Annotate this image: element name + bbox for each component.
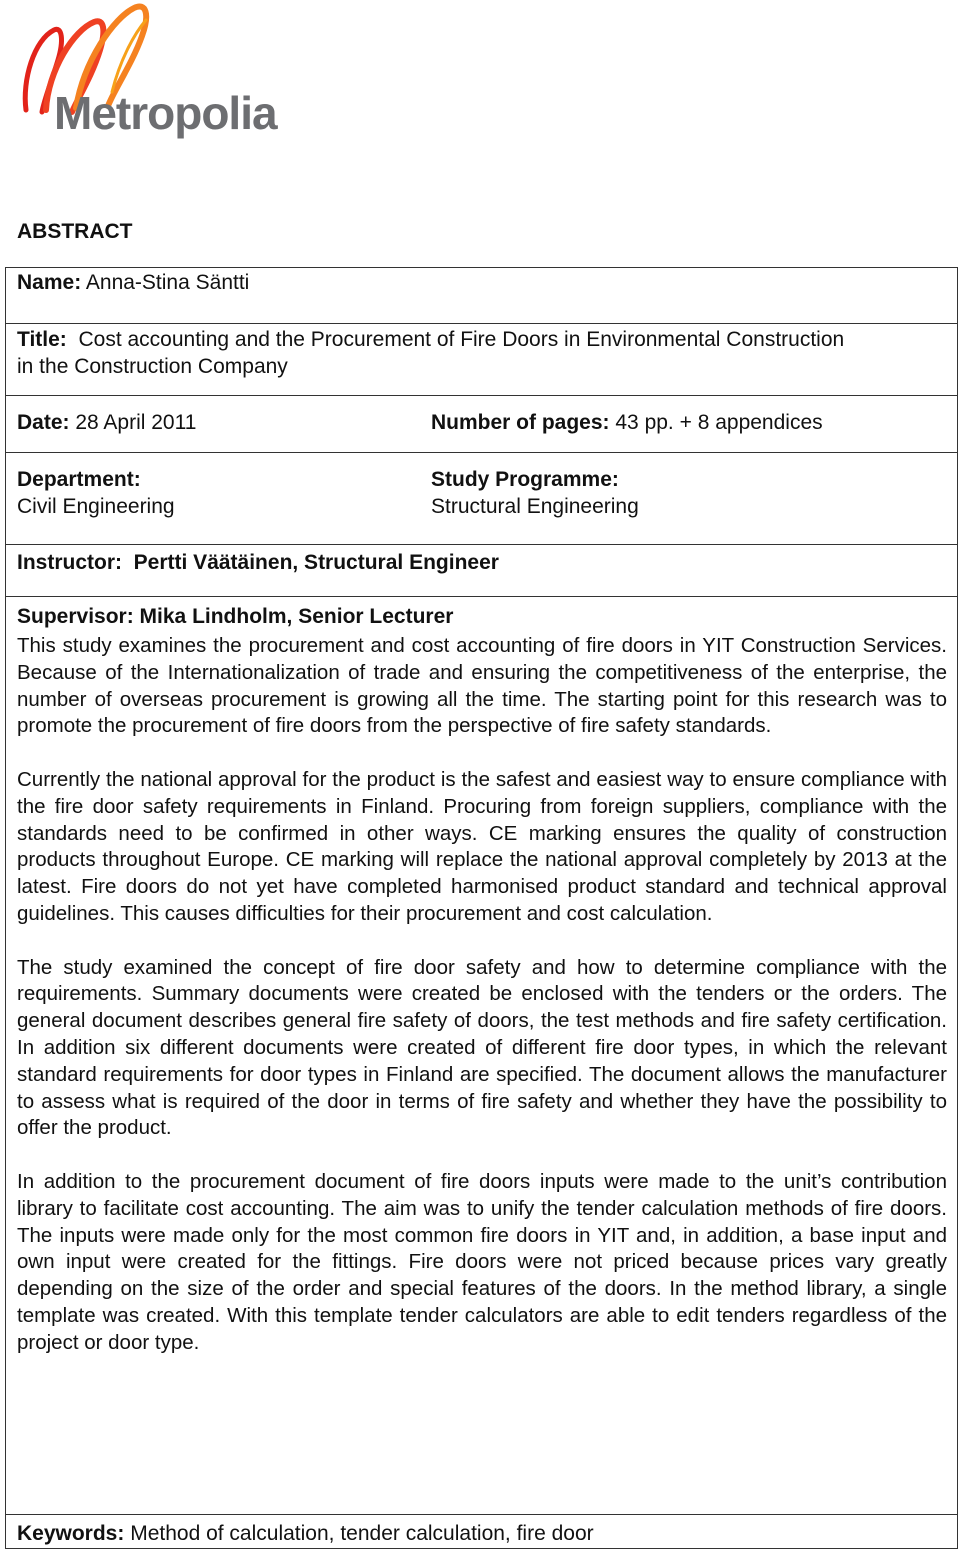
study-programme-value-row: [431, 493, 639, 520]
metropolia-logo: [14, 0, 284, 150]
supervisor-label: Supervisor:: [17, 605, 134, 628]
name-row: [17, 269, 249, 296]
study-programme-label: Study Programme:: [431, 468, 619, 491]
abstract-body: [17, 633, 947, 1357]
date-value: 28 April 2011: [75, 411, 197, 434]
abstract-heading: ABSTRACT: [17, 220, 133, 243]
pages-row: [431, 409, 823, 436]
name-value: Anna-Stina Säntti: [85, 271, 250, 294]
keywords-label: Keywords:: [17, 1522, 125, 1545]
title-row-2: [17, 353, 288, 380]
logo-wordmark: Metropolia: [54, 87, 277, 139]
study-programme-value: Structural Engineering: [431, 495, 639, 518]
instructor-label: Instructor:: [17, 551, 122, 574]
divider-after-instructor: [5, 596, 958, 597]
abstract-paragraph-2: Currently the national approval for the product is the safest and easiest way to ensure compliance with the fire door safety requirements in Finland. Procuring from foreign suppliers, compliance with the standards need to be confirmed in other ways. CE marking ensures the quality of construction products throughout Europe. CE marking will replace the national approval completely by 2013 at the latest. Fire doors do not yet have completed harmonised product standard and technical approval guidelines. This causes difficulties for their procurement and cost calculation.: [17, 767, 947, 925]
abstract-paragraph-1: This study examines the procurement and cost accounting of fire doors in YIT Construction Services. Because of the Internationalization of trade and ensuring the competitiveness of the enterprise, the number of overseas procurement is growing all the time. The starting point for this research was to promote the procurement of fire doors from the perspective of fire safety standards.: [17, 634, 947, 738]
department-value: Civil Engineering: [17, 495, 175, 518]
pages-label: Number of pages:: [431, 411, 610, 434]
supervisor-value: Mika Lindholm, Senior Lecturer: [139, 605, 454, 628]
divider-after-title: [5, 395, 958, 396]
title-label: Title:: [17, 328, 67, 351]
date-label: Date:: [17, 411, 70, 434]
department-value-row: [17, 493, 175, 520]
divider-after-name: [5, 323, 958, 324]
supervisor-row: [17, 603, 453, 630]
pages-value: 43 pp. + 8 appendices: [615, 411, 823, 434]
title-row: [17, 326, 844, 353]
divider-after-date: [5, 452, 958, 453]
instructor-row: [17, 549, 499, 576]
abstract-paragraph-4: In addition to the procurement document of fire doors inputs were made to the unit’s contribution library to facilitate cost accounting. The aim was to unify the tender calculation methods of fire doors. The inputs were made only for the most common fire doors in YIT and, in addition, a base input and own input were created for the fittings. Fire doors were not priced because prices vary greatly depending on the size of the order and special features of the doors. In the method library, a single template was created. With this template tender calculators are able to edit tenders regardless of the project or door type.: [17, 1169, 947, 1354]
keywords-value: Method of calculation, tender calculation, fire door: [130, 1522, 594, 1545]
department-label: Department:: [17, 468, 141, 491]
title-line-1: Cost accounting and the Procurement of Fire Doors in Environmental Construction: [78, 328, 845, 351]
instructor-value: Pertti Väätäinen, Structural Engineer: [133, 551, 499, 574]
divider-after-department: [5, 544, 958, 545]
keywords-row: [17, 1520, 594, 1547]
abstract-paragraph-3: The study examined the concept of fire door safety and how to determine compliance with the requirements. Summary documents were created be enclosed with the tenders or the orders. The general document describes general fire safety of doors, the test methods and fire safety certification. In addition six different documents were created of different fire door types, in which the relevant standard requirements for door types in Finland are specified. The document allows the manufacturer to assess what is required of the door in terms of fire safety and whether they have the possibility to offer the product.: [17, 955, 947, 1140]
title-line-2: in the Construction Company: [17, 355, 288, 378]
date-row: [17, 409, 196, 436]
divider-before-keywords: [5, 1514, 958, 1515]
department-label-row: [17, 466, 141, 493]
name-label: Name:: [17, 271, 82, 294]
study-programme-label-row: [431, 466, 619, 493]
